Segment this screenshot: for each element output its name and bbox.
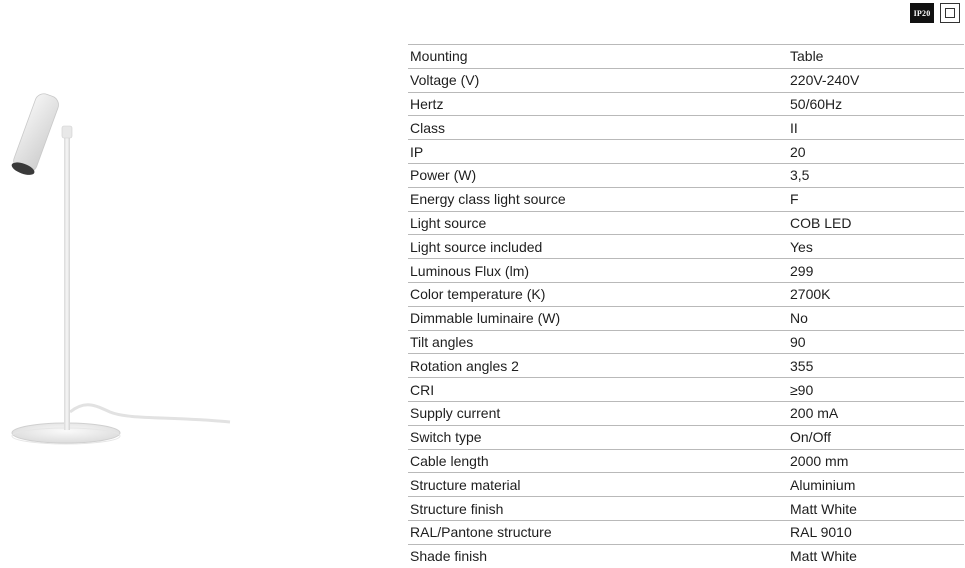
lamp-product-image bbox=[0, 90, 260, 450]
class-ii-double-square-icon bbox=[940, 3, 960, 23]
table-row bbox=[408, 45, 964, 69]
table-row bbox=[408, 116, 964, 140]
table-row bbox=[408, 401, 964, 425]
spec-label: Tilt angles bbox=[408, 330, 790, 354]
table-row bbox=[408, 259, 964, 283]
spec-value: Table bbox=[790, 45, 964, 69]
spec-value: 3,5 bbox=[790, 163, 964, 187]
spec-value: II bbox=[790, 116, 964, 140]
spec-label: Shade finish bbox=[408, 544, 790, 568]
spec-label: Structure material bbox=[408, 473, 790, 497]
specifications-table-body bbox=[408, 45, 964, 568]
spec-label: RAL/Pantone structure bbox=[408, 520, 790, 544]
spec-value: 90 bbox=[790, 330, 964, 354]
spec-label: Color temperature (K) bbox=[408, 282, 790, 306]
spec-label: Structure finish bbox=[408, 497, 790, 521]
table-row bbox=[408, 520, 964, 544]
spec-value: 2700K bbox=[790, 282, 964, 306]
spec-label: CRI bbox=[408, 378, 790, 402]
spec-label: Mounting bbox=[408, 45, 790, 69]
spec-label: Light source included bbox=[408, 235, 790, 259]
spec-label: Supply current bbox=[408, 401, 790, 425]
spec-value: 299 bbox=[790, 259, 964, 283]
spec-label: Class bbox=[408, 116, 790, 140]
table-row bbox=[408, 378, 964, 402]
spec-label: IP bbox=[408, 140, 790, 164]
table-row bbox=[408, 425, 964, 449]
spec-value: Matt White bbox=[790, 497, 964, 521]
spec-value: Yes bbox=[790, 235, 964, 259]
spec-label: Dimmable luminaire (W) bbox=[408, 306, 790, 330]
spec-value: No bbox=[790, 306, 964, 330]
table-row bbox=[408, 306, 964, 330]
table-row bbox=[408, 68, 964, 92]
spec-value: 200 mA bbox=[790, 401, 964, 425]
table-row bbox=[408, 497, 964, 521]
spec-value: COB LED bbox=[790, 211, 964, 235]
spec-label: Power (W) bbox=[408, 163, 790, 187]
table-row bbox=[408, 235, 964, 259]
table-row bbox=[408, 473, 964, 497]
spec-label: Rotation angles 2 bbox=[408, 354, 790, 378]
table-row bbox=[408, 544, 964, 568]
specifications-table bbox=[408, 44, 964, 568]
spec-value: 2000 mm bbox=[790, 449, 964, 473]
spec-value: 220V-240V bbox=[790, 68, 964, 92]
spec-value: Aluminium bbox=[790, 473, 964, 497]
spec-value: Matt White bbox=[790, 544, 964, 568]
spec-label: Luminous Flux (lm) bbox=[408, 259, 790, 283]
spec-value: 50/60Hz bbox=[790, 92, 964, 116]
spec-value: F bbox=[790, 187, 964, 211]
table-row bbox=[408, 282, 964, 306]
spec-label: Hertz bbox=[408, 92, 790, 116]
table-row bbox=[408, 92, 964, 116]
table-row bbox=[408, 330, 964, 354]
spec-label: Energy class light source bbox=[408, 187, 790, 211]
spec-value: 355 bbox=[790, 354, 964, 378]
table-row bbox=[408, 163, 964, 187]
spec-label: Light source bbox=[408, 211, 790, 235]
ip20-badge-icon: IP20 bbox=[910, 3, 934, 23]
certification-badges bbox=[910, 3, 960, 23]
spec-label: Switch type bbox=[408, 425, 790, 449]
table-row bbox=[408, 140, 964, 164]
table-row bbox=[408, 211, 964, 235]
spec-value: RAL 9010 bbox=[790, 520, 964, 544]
table-row bbox=[408, 187, 964, 211]
table-row bbox=[408, 449, 964, 473]
table-row bbox=[408, 354, 964, 378]
spec-value: On/Off bbox=[790, 425, 964, 449]
spec-label: Cable length bbox=[408, 449, 790, 473]
spec-value: 20 bbox=[790, 140, 964, 164]
spec-value: ≥90 bbox=[790, 378, 964, 402]
spec-label: Voltage (V) bbox=[408, 68, 790, 92]
